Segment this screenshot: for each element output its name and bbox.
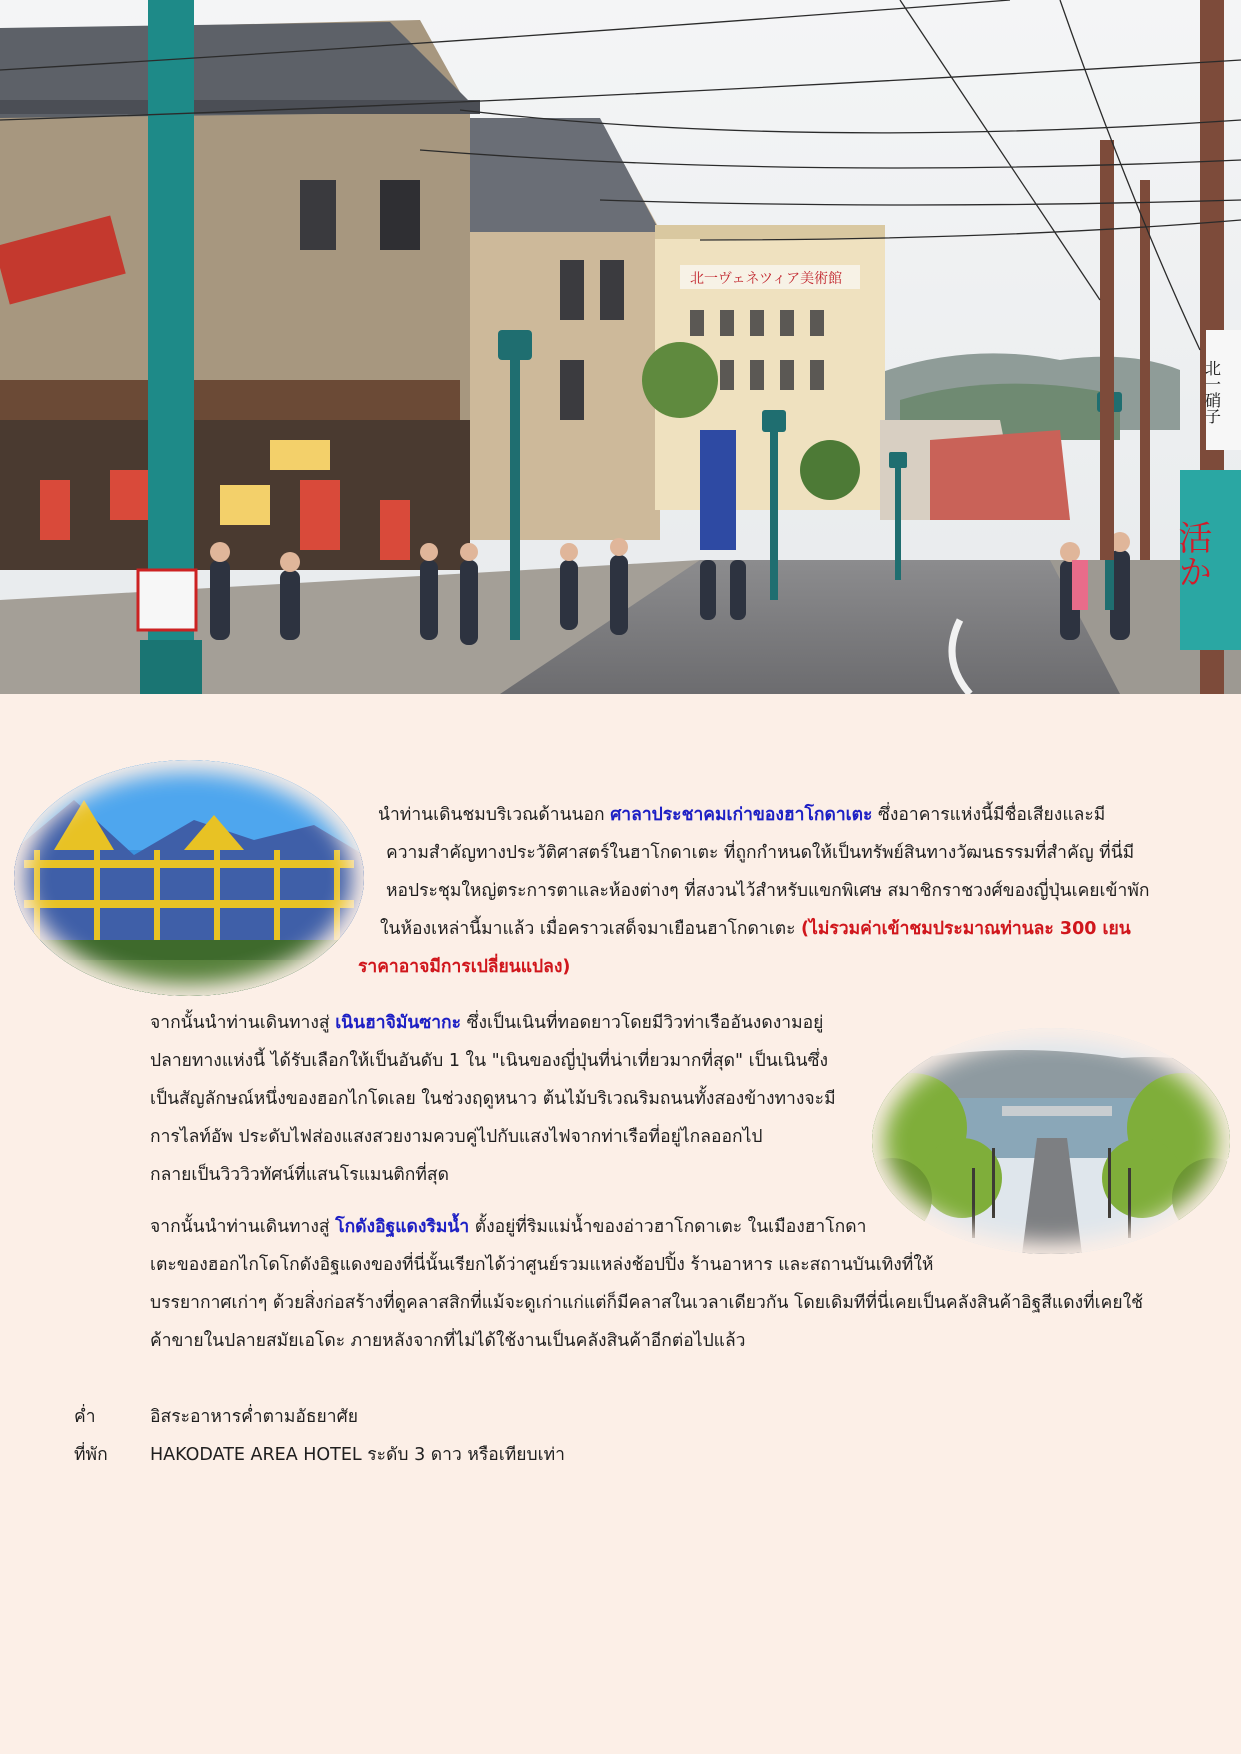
red-brick-warehouse-description: จากนั้นนำท่านเดินทางสู่ โกดังอิฐแดงริมน้ำ ตั้งอยู่ที่ริมแม่น้ำของอ่าวฮาโกดาเตะ ในเมืองฮาโกดา เตะของฮอกไกโดโกดังอิฐแดงของที่นี่นั้นเรียกได้ว่าศูนย์รวมแหล่งช้อปปิ้ง ร้านอาหาร และสถานบันเทิงที่ให้ บรรยากาศเก่าๆ ด้วยสิ่งก่อสร้างที่ดูคลาสสิกที่แม้จะดูเก่าแก่แต่ก็มีคลาสในเวลาเดียวกัน โดยเดิมทีที่นี่เคยเป็นคลังสินค้าอิฐสีแดงที่เคยใช้ ค้าขายในปลายสมัยเอโดะ ภายหลังจากที่ไม่ได้ใช้งานเป็นคลังสินค้าอีกต่อไปแล้ว [150,1217,1144,1351]
public-hall-photo [14,760,364,996]
price-change-note: ราคาอาจมีการเปลี่ยนแปลง) [358,957,571,977]
dinner-label: ค่ำ [74,1407,96,1427]
hachimanzaka-description: จากนั้นนำท่านเดินทางสู่ เนินฮาจิมันซากะ ซึ่งเป็นเนินที่ทอดยาวโดยมีวิวท่าเรืออันงดงามอยู่ ปลายทางแห่งนี้ ได้รับเลือกให้เป็นอันดับ 1 ใน "เนินของญี่ปุ่นที่น่าเที่ยวมากที่สุด" เป็นเนินซึ่ง เป็นสัญลักษณ์หนึ่งของฮอกไกโดเลย ในช่วงฤดูหนาว ต้นไม้บริเวณริมถนนทั้งสองข้างทางจะมี การไลท์อัพ ประดับไฟส่องแสงสวยงามควบคู่ไปกับแสงไฟจากท่าเรือที่อยู่ไกลออกไป กลายเป็นวิววิวทัศน์ที่แสนโรแมนติกที่สุด [150,1013,836,1185]
shop-sign-text: 北一ヴェネツィア美術館 [690,271,843,287]
hotel-value: HAKODATE AREA HOTEL ระดับ 3 ดาว หรือเทียบเท่า [150,1445,566,1465]
hachimanzaka-name: เนินฮาจิมันซากะ [335,1013,462,1033]
hero-street-photo [0,0,1241,694]
public-hall-name: ศาลาประชาคมเก่าของฮาโกดาเตะ [610,805,873,825]
public-hall-description: นำท่านเดินชมบริเวณด้านนอก ศาลาประชาคมเก่าของฮาโกดาเตะ ซึ่งอาคารแห่งนี้มีชื่อเสียงและมี ความสำคัญทางประวัติศาสตร์ในฮาโกดาเตะ ที่ถูกกำหนดให้เป็นทรัพย์สินทางวัฒนธรรมที่สำคัญ ที่นี่มี หอประชุมใหญ่ตระการตาและห้องต่างๆ ที่สงวนไว้สำหรับแขกพิเศษ สมาชิกราชวงศ์ของญี่ปุ่นเคยเข้าพัก ในห้องเหล่านี้มาแล้ว เมื่อคราวเสด็จมาเยือนฮาโกดาเตะ (ไม่รวมค่าเข้าชมประมาณท่านละ 300 เยน [378,805,1150,939]
hotel-info [74,1436,565,1474]
hotel-label: ที่พัก [74,1445,108,1465]
banner-sign-text: 活か [1172,520,1212,588]
pole-sign-text: 北一硝子 [1202,360,1222,424]
dinner-info [74,1398,358,1436]
admission-note: (ไม่รวมค่าเข้าชมประมาณท่านละ 300 เยน [801,919,1131,939]
dinner-value: อิสระอาหารค่ำตามอัธยาศัย [150,1407,358,1427]
red-brick-warehouse-name: โกดังอิฐแดงริมน้ำ [335,1217,470,1237]
